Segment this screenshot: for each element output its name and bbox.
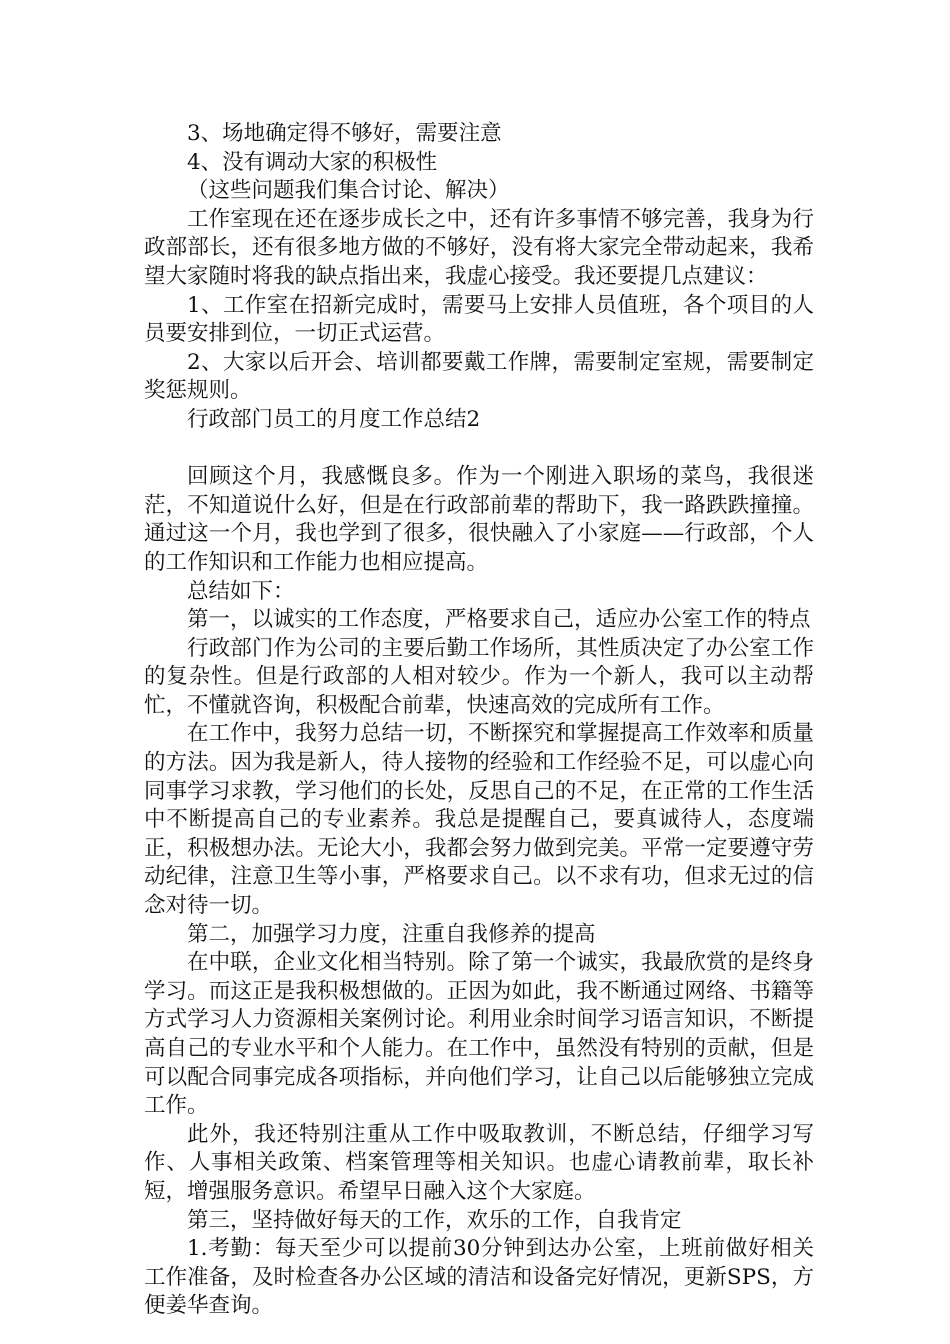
suggestion-item-2: 2、大家以后开会、培训都要戴工作牌，需要制定室规，需要制定奖惩规则。 (144, 349, 814, 404)
section-title-summary-2: 行政部门员工的月度工作总结2 (187, 406, 481, 432)
heading-point-2: 第二，加强学习力度，注重自我修养的提高 (187, 921, 596, 947)
paragraph-admin-role: 行政部门作为公司的主要后勤工作场所，其性质决定了办公室工作的复杂性。但是行政部的人相对较少。作为一个新人，我可以主动帮忙，不懂就咨询，积极配合前辈，快速高效的完成所有工作。 (144, 635, 814, 718)
heading-point-1: 第一，以诚实的工作态度，严格要求自己，适应办公室工作的特点 (187, 607, 811, 633)
paragraph-learning: 在中联，企业文化相当特别。除了第一个诚实，我最欣赏的是终身学习。而这正是我积极想做的。正因为如此，我不断通过网络、书籍等方式学习人力资源相关案例讨论。利用业余时间学习语言知识，不断提高自己的专业水平和个人能力。在工作中，虽然没有特别的贡献，但是可以配合同事完成各项指标，并向他们学习，让自己以后能够独立完成工作。 (144, 950, 814, 1119)
suggestion-item-1: 1、工作室在招新完成时，需要马上安排人员值班，各个项目的人员要安排到位，一切正式运营。 (144, 292, 814, 347)
note-discussion: （这些问题我们集合讨论、解决） (187, 178, 510, 204)
paragraph-summary-intro: 总结如下： (187, 578, 295, 604)
paragraph-lessons: 此外，我还特别注重从工作中吸取教训，不断总结，仔细学习写作、人事相关政策、档案管理等相关知识。也虚心请教前辈，取长补短，增强服务意识。希望早日融入这个大家庭。 (144, 1121, 814, 1204)
list-item-motivation: 4、没有调动大家的积极性 (187, 149, 438, 175)
paragraph-work-methods: 在工作中，我努力总结一切，不断探究和掌握提高工作效率和质量的方法。因为我是新人，待人接物的经验和工作经验不足，可以虚心向同事学习求教，学习他们的长处，反思自己的不足，在正常的工作生活中不断提高自己的专业素养。我总是提醒自己，要真诚待人，态度端正，积极想办法。无论大小，我都会努力做到完美。平常一定要遵守劳动纪律，注意卫生等小事，严格要求自己。以不求有功，但求无过的信念对待一切。 (144, 721, 814, 919)
document-body (144, 120, 814, 1321)
paragraph-review: 回顾这个月，我感慨良多。作为一个刚进入职场的菜鸟，我很迷茫，不知道说什么好，但是在行政部前辈的帮助下，我一路跌跌撞撞。通过这一个月，我也学到了很多，很快融入了小家庭——行政部，个人的工作知识和工作能力也相应提高。 (144, 464, 814, 575)
blank-line (144, 435, 814, 464)
list-item-venue: 3、场地确定得不够好，需要注意 (187, 121, 502, 146)
heading-point-3: 第三，坚持做好每天的工作，欢乐的工作，自我肯定 (187, 1207, 682, 1233)
paragraph-attendance: 1.考勤：每天至少可以提前30分钟到达办公室，上班前做好相关工作准备，及时检查各办公区域的清洁和设备完好情况，更新SPS，方便姜华查询。 (144, 1236, 814, 1319)
paragraph-studio-growth: 工作室现在还在逐步成长之中，还有许多事情不够完善，我身为行政部部长，还有很多地方做的不够好，没有将大家完全带动起来，我希望大家随时将我的缺点指出来，我虚心接受。我还要提几点建议： (144, 206, 814, 289)
